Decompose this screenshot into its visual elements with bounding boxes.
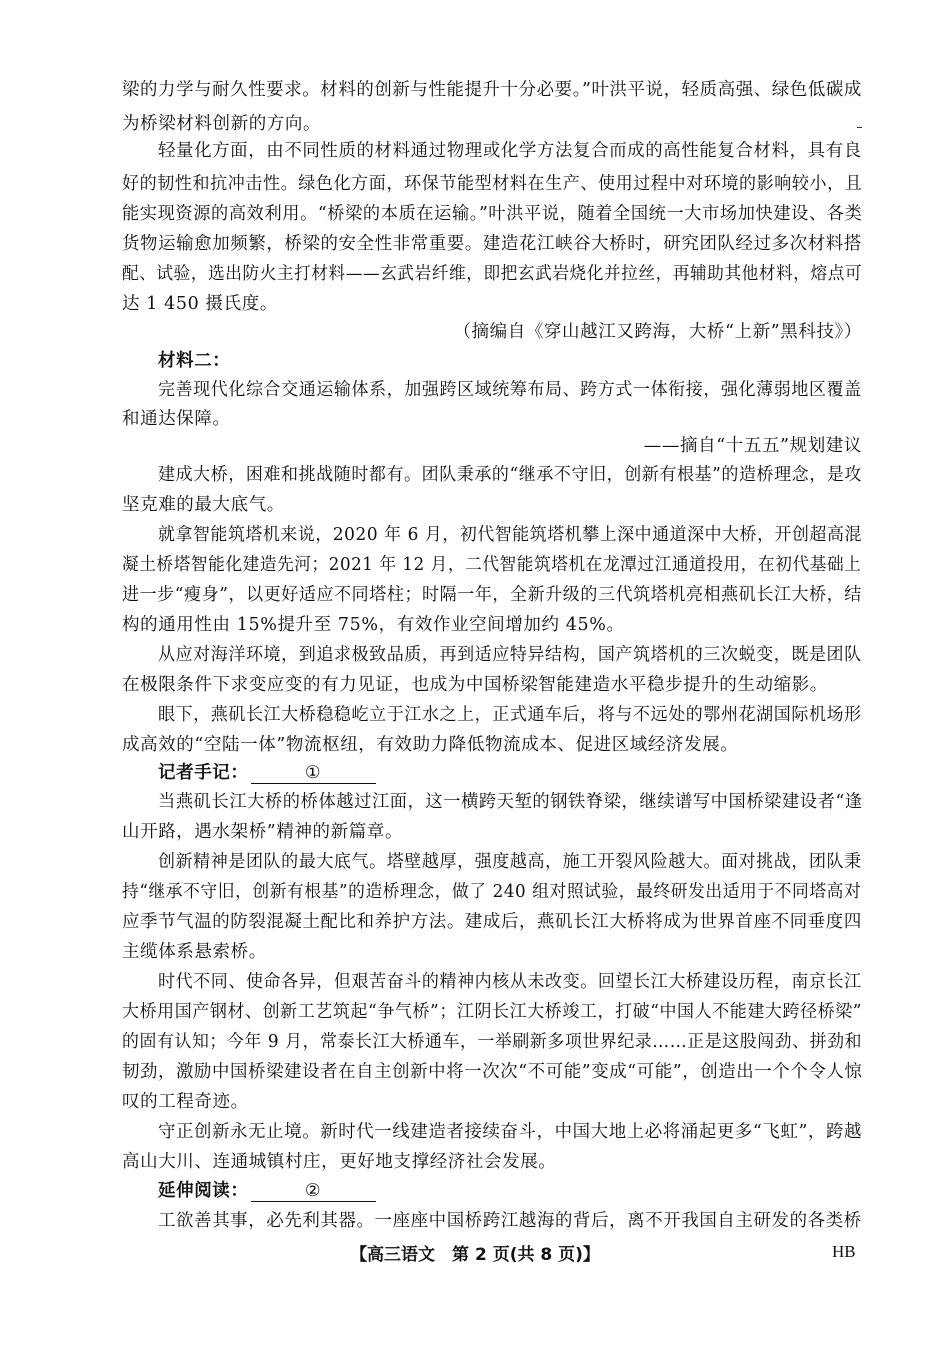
text-line: 大桥用国产钢材、创新工艺筑起“争气桥”；江阴长江大桥竣工，打破“中国人不能建大跨径桥梁” [122,1002,863,1022]
text-line: 完善现代化综合交通运输体系，加强跨区域统筹布局、跨方式一体衔接，强化薄弱地区覆盖 [158,380,862,400]
text-line: 创新精神是团队的最大底气。塔壁越厚，强度越高，施工开裂风险越大。面对挑战，团队秉 [158,852,862,872]
text-line: 眼下，燕矶长江大桥稳稳屹立于江水之上，正式通车后，将与不远处的鄂州花湖国际机场形 [158,705,862,725]
text-line: 叹的工程奇迹。 [122,1092,249,1112]
text-line: 轻量化方面，由不同性质的材料通过物理或化学方法复合而成的高性能复合材料，具有良 [158,141,862,161]
text-line: 应季节气温的防裂混凝土配比和养护方法。建成后，燕矶长江大桥将成为世界首座不同垂度四 [122,912,862,932]
answer-blank[interactable]: ① [251,763,376,784]
text-line: 山开路，遇水架桥”精神的新篇章。 [122,822,404,842]
text-line: 高山大川、连通城镇村庄，更好地支撑经济社会发展。 [122,1152,557,1172]
text-line: 配、试验，选出防火主打材料——玄武岩纤维，即把玄武岩烧化并拉丝，再辅助其他材料，熔点可 [122,264,863,284]
text-line: 当燕矶长江大桥的桥体越过江面，这一横跨天堑的钢铁脊梁，继续谱写中国桥梁建设者“逢 [158,792,863,812]
text-line: 坚克难的最大底气。 [122,495,285,515]
source-citation: （摘编自《穿山越江又跨海，大桥“上新”黑科技》） [453,322,862,342]
text-line: 建成大桥，困难和挑战随时都有。团队秉承的“继承不守旧，创新有根基”的造桥理念，是攻 [158,465,862,485]
text-line: 持“继承不守旧，创新有根基”的造桥理念，做了 240 组对照试验，最终研发出适用于不同塔高对 [122,882,862,902]
text-line: 凝土桥塔智能化建造先河；2021 年 12 月，二代智能筑塔机在龙潭过江通道投用，在初代基础上 [122,555,862,575]
text-line: 韧劲，激励中国桥梁建设者在自主创新中将一次次“不可能”变成“可能”，创造出一个个令人惊 [122,1062,863,1082]
text-line: 守正创新永无止境。新时代一线建造者接续奋斗，中国大地上必将涌起更多“飞虹”，跨越 [158,1122,863,1142]
section-heading [158,1180,862,1202]
text-line: 为桥梁材料创新的方向。 [122,114,322,134]
heading-label: 延伸阅读： [158,1181,249,1201]
text-line: 货物运输愈加频繁，桥梁的安全性非常重要。建造花江峡谷大桥时，研究团队经过多次材料搭 [122,234,862,254]
answer-blank[interactable]: ② [251,1181,376,1202]
section-heading [158,762,862,784]
text-line: 就拿智能筑塔机来说，2020 年 6 月，初代智能筑塔机攀上深中通道深中大桥，开创超高混 [158,525,862,545]
source-citation: ——摘自“十五五”规划建议 [643,436,862,456]
page-footer: 【高三语文 第 2 页(共 8 页)】 [350,1245,600,1265]
text-line: 梁的力学与耐久性要求。材料的创新与性能提升十分必要。”叶洪平说，轻质高强、绿色低碳成 [122,80,862,100]
text-line: 工欲善其事，必先利其器。一座座中国桥跨江越海的背后，离不开我国自主研发的各类桥 [158,1211,862,1231]
text-line: 构的通用性由 15%提升至 75%，有效作业空间增加约 45%。 [122,615,625,635]
text-line: 在极限条件下求变应变的有力见证，也成为中国桥梁智能建造水平稳步提升的生动缩影。 [122,675,828,695]
heading-label: 记者手记： [158,763,249,783]
text-line: 主缆体系悬索桥。 [122,942,267,962]
text-line: 的固有认知；今年 9 月，常泰长江大桥通车，一举刷新多项世界纪录……正是这股闯劲、拼劲和 [122,1032,863,1052]
text-line: 从应对海洋环境，到追求极致品质，再到适应特异结构，国产筑塔机的三次蜕变，既是团队 [158,645,862,665]
text-line: 能实现资源的高效利用。“桥梁的本质在运输。”叶洪平说，随着全国统一大市场加快建设、各类 [122,204,863,224]
section-heading: 材料二： [158,351,231,371]
text-line: 达 1 450 摄氏度。 [122,294,278,314]
corner-mark: HB [832,1242,856,1261]
text-line: 时代不同、使命各异，但艰苦奋斗的精神内核从未改变。回望长江大桥建设历程，南京长江 [158,972,862,992]
text-line: 成高效的“空陆一体”物流枢纽，有效助力降低物流成本、促进区域经济发展。 [122,735,739,755]
text-line: 和通达保障。 [122,409,231,429]
text-line: 好的韧性和抗冲击性。绿色化方面，环保节能型材料在生产、使用过程中对环境的影响较小，且 [122,174,863,194]
text-line: 进一步“瘦身”，以更好适应不同塔柱；时隔一年，全新升级的三代筑塔机亮相燕矶长江大桥，结 [122,585,862,605]
